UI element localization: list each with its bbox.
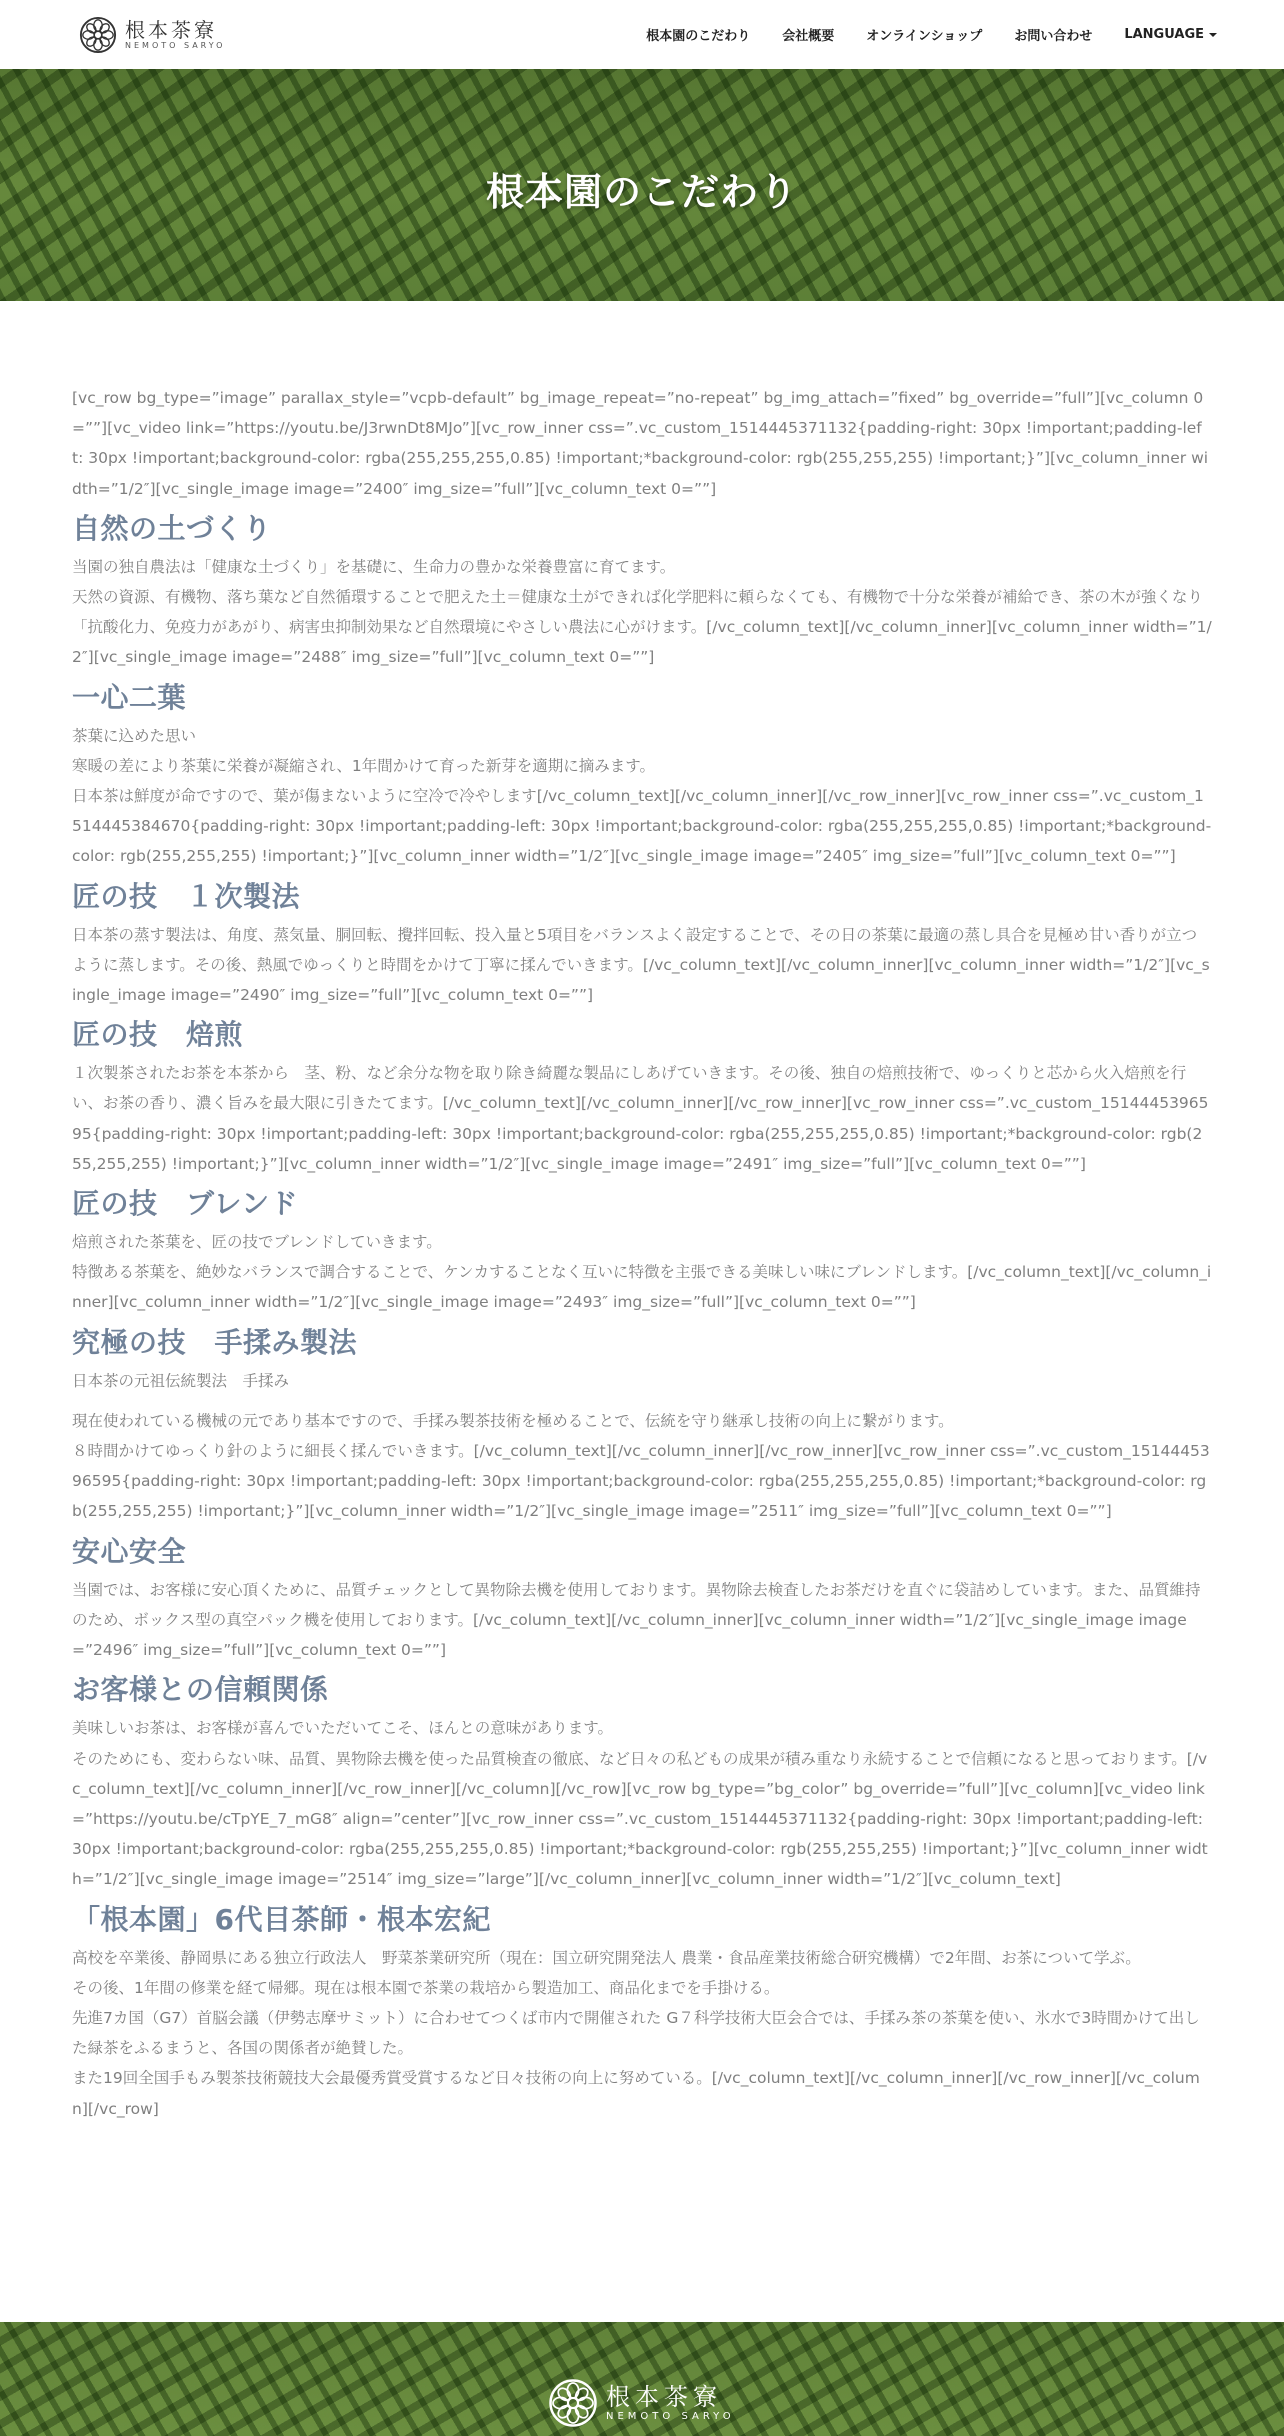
footer-logo-text-jp: 根本茶寮: [606, 2383, 722, 2411]
section-paragraph: 当園の独自農法は「健康な土づくり」を基礎に、生命力の豊かな栄養豊富に育てます。: [72, 557, 676, 576]
section-paragraph: 天然の資源、有機物、落ち葉など自然循環することで肥えた土＝健康な土ができれば化学肥料に頼らなくても、有機物で十分な栄養が補給でき、茶の木が強くなり「抗酸化力、免疫力があがり、病害虫抑制効果など自然環境にやさしい農法に心がけます。[/vc_column_text][/vc_column_inner][vc_column_inner width=”1/2″][vc_single_image image=”2488″ img_size=”full”][vc_column_text 0=””]: [72, 588, 1212, 667]
main-content: [72, 383, 1212, 2124]
section-paragraph: １次製茶されたお茶を本茶から 茎、粉、など余分な物を取り除き綺麗な製品にしあげていきます。その後、独自の焙煎技術で、ゆっくりと芯から火入焙煎を行い、お茶の香り、濃く旨みを最大限に引きたてます。[/vc_column_text][/vc_column_inner][/vc_row_inner][vc_row_inner css=”.vc_custom_1514445396595{padding-right: 30px !important;padding-left: 30px !important;background-color: rgba(255,255,255,0.85) !important;*background-color: rgb(255,255,255) !important;}”][vc_column_inner width=”1/2″][vc_single_image image=”2491″ img_size=”full”][vc_column_text 0=””]: [72, 1064, 1209, 1173]
section-paragraph: その後、1年間の修業を経て帰郷。現在は根本園で茶業の栽培から製造加工、商品化までを手掛ける。: [72, 1978, 780, 1997]
site-logo[interactable]: [79, 14, 225, 56]
logo-text-en: NEMOTO SARYO: [125, 41, 226, 50]
section-heading: 「根本園」6代目茶師・根本宏紀: [72, 1902, 491, 1936]
section-paragraph: 日本茶は鮮度が命ですので、葉が傷まないように空冷で冷やします[/vc_column_text][/vc_column_inner][/vc_row_inner][vc_row_inner css=”.vc_custom_1514445384670{padding-right: 30px !important;padding-left: 30px !important;background-color: rgba(255,255,255,0.85) !important;*background-color: rgb(255,255,255) !important;}”][vc_column_inner width=”1/2″][vc_single_image image=”2405″ img_size=”full”][vc_column_text 0=””]: [72, 787, 1212, 866]
nav-item-contact[interactable]: [1014, 25, 1092, 44]
section-heading: 一心二葉: [72, 680, 187, 714]
section-primary-process: [72, 880, 1212, 1011]
nav-label: LANGUAGE: [1124, 27, 1204, 42]
intro-shortcode-text: [vc_row bg_type=”image” parallax_style=”vcpb-default” bg_image_repeat=”no-repeat” bg_img_attach=”fixed” bg_override=”full”][vc_column 0=””][vc_video link=”https://youtu.be/J3rwnDt8MJo”][vc_row_inner css=”.vc_custom_1514445371132{padding-right: 30px !important;padding-left: 30px !important;background-color: rgba(255,255,255,0.85) !important;*background-color: rgb(255,255,255) !important;}”][vc_column_inner width=”1/2″][vc_single_image image=”2400″ img_size=”full”][vc_column_text 0=””]: [72, 389, 1209, 498]
section-paragraph: 日本茶の蒸す製法は、角度、蒸気量、胴回転、攪拌回転、投入量と5項目をバランスよく設定することで、その日の茶葉に最適の蒸し具合を見極め甘い香りが立つように蒸します。その後、熱風でゆっくりと時間をかけて丁寧に揉んでいきます。[/vc_column_text][/vc_column_inner][vc_column_inner width=”1/2″][vc_single_image image=”2490″ img_size=”full”][vc_column_text 0=””]: [72, 925, 1210, 1005]
section-paragraph: 茶葉に込めた思い: [72, 726, 197, 745]
nav-label: オンラインショップ: [866, 29, 983, 44]
section-heading: お客様との信頼関係: [72, 1673, 329, 1707]
section-tea-master-profile: [72, 1903, 1212, 2124]
nav-item-online-shop[interactable]: [866, 25, 982, 44]
section-paragraph: 美味しいお茶は、お客様が喜んでいただいてこそ、ほんとの意味があります。: [72, 1719, 613, 1738]
nav-item-kodawari[interactable]: [646, 25, 750, 44]
section-blend: [72, 1187, 1212, 1318]
section-paragraph: 高校を卒業後、静岡県にある独立行政法人 野菜茶業研究所（現在：国立研究開発法人 農業・食品産業技術総合研究機構）で2年間、お茶について学ぶ。: [72, 1948, 1141, 1967]
section-anshin-anzen: [72, 1535, 1212, 1666]
section-paragraph: そのためにも、変わらない味、品質、異物除去機を使った品質検査の徹底、など日々の私どもの成果が積み重なり永続することで信頼になると思っております。[/vc_column_text][/vc_column_inner][/vc_row_inner][/vc_column][/vc_row][vc_row bg_type=”bg_color” bg_override=”full”][vc_column][vc_video link=”https://youtu.be/cTpYE_7_mG8″ align=”center”][vc_row_inner css=”.vc_custom_1514445371132{padding-right: 30px !important;padding-left: 30px !important;background-color: rgba(255,255,255,0.85) !important;*background-color: rgb(255,255,255) !important;}”][vc_column_inner width=”1/2″][vc_single_image image=”2514″ img_size=”large”][/vc_column_inner][vc_column_inner width=”1/2″][vc_column_text]: [72, 1749, 1208, 1889]
section-roasting: [72, 1018, 1212, 1179]
section-paragraph: ８時間かけてゆっくり針のように細長く揉んでいきます。[/vc_column_text][/vc_column_inner][/vc_row_inner][vc_row_inner css=”.vc_custom_1514445396595{padding-right: 30px !important;padding-left: 30px !important;background-color: rgba(255,255,255,0.85) !important;*background-color: rgb(255,255,255) !important;}”][vc_column_inner width=”1/2″][vc_single_image image=”2511″ img_size=”full”][vc_column_text 0=””]: [72, 1442, 1210, 1521]
nav-label: 会社概要: [782, 29, 835, 44]
section-heading: 匠の技 焙煎: [72, 1018, 244, 1052]
paragraph-spacer: [72, 1396, 1212, 1406]
site-footer: [0, 2322, 1284, 2436]
section-paragraph: 寒暖の差により茶葉に栄養が凝縮され、1年間かけて育った新芽を適期に摘みます。: [72, 756, 656, 775]
section-paragraph: 日本茶の元祖伝統製法 手揉み: [72, 1371, 290, 1390]
nav-label: お問い合わせ: [1014, 29, 1093, 44]
footer-logo-text-en: NEMOTO SARYO: [606, 2411, 735, 2422]
section-trust: [72, 1673, 1212, 1894]
section-heading: 匠の技 ブレンド: [72, 1187, 299, 1221]
section-heading: 安心安全: [72, 1534, 187, 1568]
section-paragraph: 現在使われている機械の元であり基本ですので、手揉み製茶技術を極めることで、伝統を守り継承し技術の向上に繋がります。: [72, 1411, 954, 1430]
logo-text-jp: 根本茶寮: [125, 18, 217, 42]
section-paragraph: 当園では、お客様に安心頂くために、品質チェックとして異物除去機を使用しております。異物除去検査したお茶だけを直ぐに袋詰めしています。また、品質維持のため、ボックス型の真空パック機を使用しております。[/vc_column_text][/vc_column_inner][vc_column_inner width=”1/2″][vc_single_image image=”2496″ img_size=”full”][vc_column_text 0=””]: [72, 1580, 1201, 1660]
section-shizen-tsuchi: [72, 512, 1212, 673]
hero-banner: [0, 69, 1284, 301]
section-heading: 究極の技 手揉み製法: [72, 1325, 358, 1359]
nav-item-company[interactable]: [782, 25, 834, 44]
page-title: 根本園のこだわり: [485, 170, 798, 214]
nav-label: 根本園のこだわり: [646, 29, 751, 44]
section-temomi: [72, 1326, 1212, 1527]
tea-flower-logo-icon: [79, 16, 117, 54]
main-nav: [614, 0, 1217, 69]
footer-logo[interactable]: [548, 2378, 735, 2428]
section-paragraph: また19回全国手もみ製茶技術競技大会最優秀賞受賞するなど日々技術の向上に努めている。[/vc_column_text][/vc_column_inner][/vc_row_inner][/vc_column][/vc_row]: [72, 2069, 1200, 2118]
section-paragraph: 先進7カ国（G7）首脳会議（伊勢志摩サミット）に合わせてつくば市内で開催された G７科学技術大臣会合では、手揉み茶の茶葉を使い、氷水で3時間かけて出した緑茶をふるまうと、各国の関係者が絶賛した。: [72, 2008, 1200, 2058]
section-paragraph: 特徴ある茶葉を、絶妙なバランスで調合することで、ケンカすることなく互いに特徴を主張できる美味しい味にブレンドします。[/vc_column_text][/vc_column_inner][vc_column_inner width=”1/2″][vc_single_image image=”2493″ img_size=”full”][vc_column_text 0=””]: [72, 1263, 1212, 1312]
section-heading: 匠の技 １次製法: [72, 879, 301, 913]
nav-item-language-dropdown[interactable]: [1124, 27, 1217, 42]
section-paragraph: 焙煎された茶葉を、匠の技でブレンドしていきます。: [72, 1233, 442, 1252]
site-header: [0, 0, 1284, 69]
tea-flower-logo-icon: [548, 2378, 598, 2428]
caret-down-icon: [1209, 33, 1217, 37]
section-heading: 自然の土づくり: [72, 511, 272, 545]
section-isshin-niyo: [72, 681, 1212, 872]
